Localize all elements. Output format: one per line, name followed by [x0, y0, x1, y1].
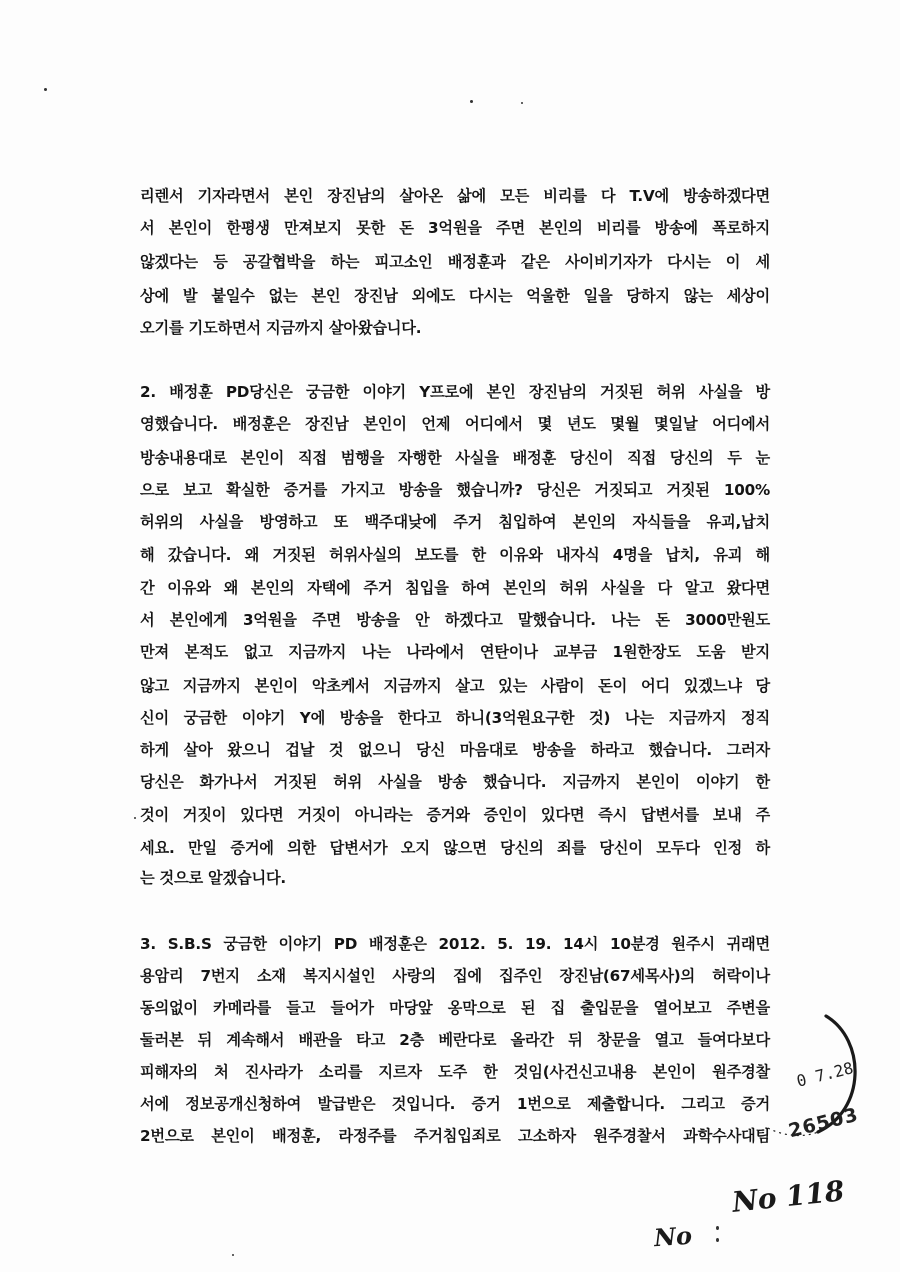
text-line: 해 갔습니다. 왜 거짓된 허위사실의 보도를 한 이유와 내자식 4명을 납치, 유괴 해 — [140, 546, 770, 564]
text-line: 하게 살아 왔으니 겁날 것 없으니 당신 마음대로 방송을 하라고 했습니다. 그러자 — [140, 741, 770, 759]
text-line: 않고 지금까지 본인이 악초케서 지금까지 살고 있는 사람이 돈이 어디 있겠느냐 당 — [140, 677, 770, 695]
scan-speck — [521, 102, 523, 104]
text-line: 오기를 기도하면서 지금까지 살아왔습니다. — [140, 319, 422, 337]
text-line: 3. S.B.S 궁금한 이야기 PD 배정훈은 2012. 5. 19. 14시 10분경 원주시 귀래면 — [140, 935, 770, 953]
text-line: 허위의 사실을 방영하고 또 백주대낮에 주거 침입하여 본인의 자식들을 유괴,납치 — [140, 513, 770, 531]
stamp-number: 26503 — [786, 1103, 861, 1143]
text-line: 영했습니다. 배정훈은 장진남 본인이 언제 어디에서 몇 년도 몇월 몇일날 어디에서 — [140, 415, 770, 433]
text-line: 세요. 만일 증거에 의한 답변서가 오지 않으면 당신의 죄를 당신이 모두다 인정 하 — [140, 839, 770, 857]
text-line: 리렌서 기자라면서 본인 장진남의 살아온 삶에 모든 비리를 다 T.V에 방송하겠다면 — [140, 187, 770, 205]
scan-speck — [716, 1226, 719, 1230]
scan-speck — [44, 88, 47, 91]
text-line: 것이 거짓이 있다면 거짓이 아니라는 증거와 증인이 있다면 즉시 답변서를 보내 주 — [140, 806, 770, 824]
text-line: 서 본인이 한평생 만져보지 못한 돈 3억원을 주면 본인의 비리를 방송에 폭로하지 — [140, 219, 770, 237]
text-line: 신이 궁금한 이야기 Y에 방송을 한다고 하니(3억원요구한 것) 나는 지금까지 정직 — [140, 709, 770, 727]
text-line: 않겠다는 등 공갈협박을 하는 피고소인 배정훈과 같은 사이비기자가 다시는 이 세 — [140, 253, 770, 271]
handwritten-page-number: No 118 — [730, 1174, 846, 1219]
text-line: 간 이유와 왜 본인의 자택에 주거 침입을 하여 본인의 허위 사실을 다 알고 왔다면 — [140, 579, 770, 597]
text-line: 서 본인에게 3억원을 주면 방송을 안 하겠다고 말했습니다. 나는 돈 3000만원도 — [140, 611, 770, 629]
text-line: 는 것으로 알겠습니다. — [140, 869, 286, 887]
text-line: 방송내용대로 본인이 직접 범행을 자행한 사실을 배정훈 당신이 직접 당신의 두 눈 — [140, 449, 770, 467]
scan-speck — [470, 100, 473, 103]
text-line: 2번으로 본인이 배정훈, 라정주를 주거침입죄로 고소하자 원주경찰서 과학수사대팀 — [140, 1127, 770, 1145]
text-line: 상에 발 붙일수 없는 본인 장진남 외에도 다시는 억울한 일을 당하지 않는 세상이 — [140, 287, 770, 305]
handwritten-initial: No — [653, 1220, 693, 1253]
text-line: 둘러본 뒤 계속해서 배관을 타고 2층 베란다로 올라간 뒤 창문을 열고 들여다보다 — [140, 1031, 770, 1049]
scan-speck — [232, 1254, 234, 1256]
text-line: 으로 보고 확실한 증거를 가지고 방송을 했습니까? 당신은 거짓되고 거짓된 100% — [140, 481, 770, 499]
text-line: 당신은 화가나서 거짓된 허위 사실을 방송 했습니다. 지금까지 본인이 이야기 한 — [140, 773, 770, 791]
text-line: 서에 정보공개신청하여 발급받은 것입니다. 증거 1번으로 제출합니다. 그리고 증거 — [140, 1095, 770, 1113]
text-line: 용암리 7번지 소재 복지시설인 사랑의 집에 집주인 장진남(67세목사)의 허락이나 — [140, 967, 770, 985]
scan-speck — [134, 817, 136, 819]
text-line: 만져 본적도 없고 지금까지 나는 나라에서 연탄이나 교부금 1원한장도 도움 받지 — [140, 643, 770, 661]
scan-speck — [716, 1238, 719, 1242]
text-line: 피해자의 처 진사라가 소리를 지르자 도주 한 것임(사건신고내용 본인이 원주경찰 — [140, 1063, 770, 1081]
stamp-date: 0 7.28 — [794, 1058, 856, 1091]
text-line: 동의없이 카메라를 들고 들어가 마당앞 옹막으로 된 집 출입문을 열어보고 주변을 — [140, 999, 770, 1017]
text-line: 2. 배정훈 PD당신은 궁금한 이야기 Y프로에 본인 장진남의 거짓된 허위 사실을 방 — [140, 383, 770, 401]
